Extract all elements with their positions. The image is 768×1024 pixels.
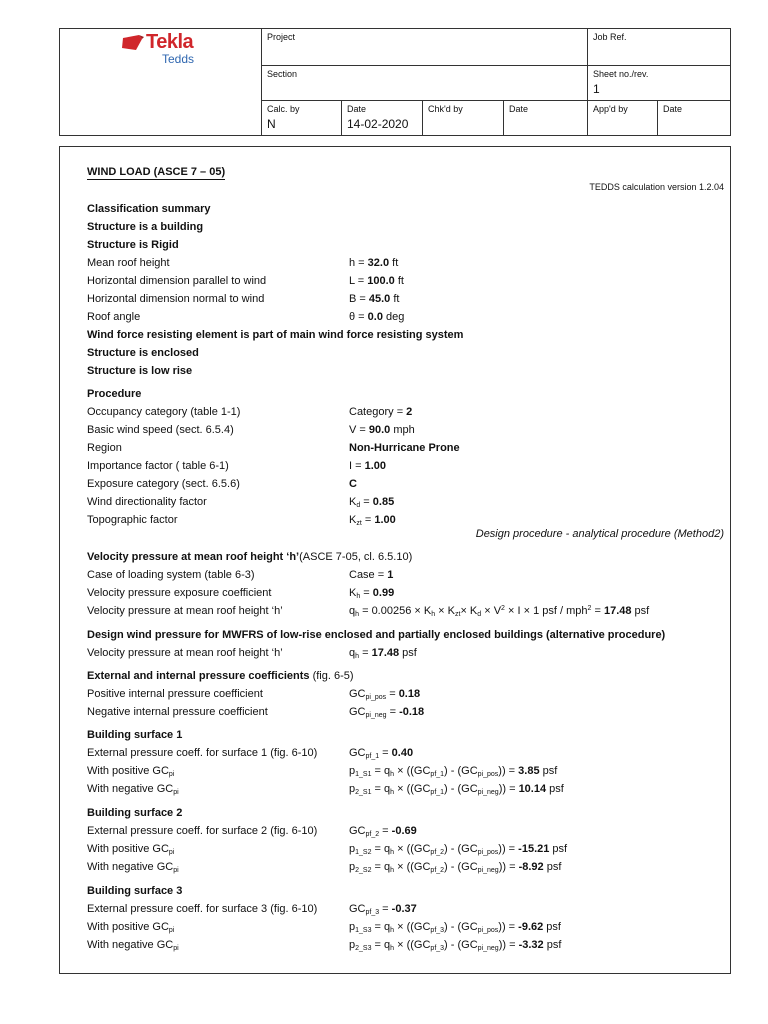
logo-subtext: Tedds	[162, 52, 195, 66]
project-label: Project	[267, 32, 296, 42]
surface-heading: Building surface 1	[87, 729, 183, 741]
surface-p2-value: $p_{2\_S3} = q_h \times ((GC_{pf\_3}) - (GC_{pi\_neg})) = -3.32$ psf	[349, 939, 562, 952]
with-positive-label: With positive $GC_{pi}$	[87, 921, 175, 934]
mwfrs-statement: Wind force resisting element is part of main wind force resisting system	[87, 329, 464, 341]
row-value: L = 100.0 ft	[349, 275, 404, 287]
date3-label: Date	[663, 104, 683, 114]
row-label: Horizontal dimension parallel to wind	[87, 275, 267, 287]
calculation-body	[59, 146, 731, 974]
project-cell	[261, 29, 587, 66]
topographic-label: Topographic factor	[87, 514, 178, 526]
surface-p2-value: $p_{2\_S1} = q_h \times ((GC_{pf\_1}) - (GC_{pi\_neg})) = 10.14$ psf	[349, 783, 564, 796]
classification-heading: Classification summary	[87, 203, 211, 215]
pos-coeff-label: Positive internal pressure coefficient	[87, 688, 263, 700]
tekla-logo	[120, 31, 260, 71]
neg-coeff-label: Negative internal pressure coefficient	[87, 706, 268, 718]
sheet-value: 1	[593, 82, 600, 96]
surface-ext-label: External pressure coeff. for surface 1 (fig. 6-10)	[87, 747, 318, 759]
building-statement: Structure is a building	[87, 221, 204, 233]
importance-value: I = 1.00	[349, 460, 387, 472]
surface-p1-value: $p_{1\_S3} = q_h \times ((GC_{pf\_3}) - (GC_{pi\_pos})) = -9.62$ psf	[349, 921, 561, 934]
surface-ext-label: External pressure coeff. for surface 3 (fig. 6-10)	[87, 903, 318, 915]
row-label: Roof angle	[87, 311, 141, 323]
surface-ext-value: $GC_{pf\_1} = 0.40$	[349, 747, 414, 760]
region-label: Region	[87, 442, 122, 454]
procedure-heading: Procedure	[87, 388, 142, 400]
with-negative-label: With negative $GC_{pi}$	[87, 783, 179, 796]
exposure-label: Exposure category (sect. 6.5.6)	[87, 478, 240, 490]
occupancy-value: Category = 2	[349, 406, 413, 418]
wind-speed-value: V = 90.0 mph	[349, 424, 415, 436]
directionality-value: $K_d = 0.85$	[349, 496, 395, 509]
version-text: TEDDS calculation version 1.2.04	[589, 182, 724, 192]
header-table	[59, 28, 731, 136]
with-negative-label: With negative $GC_{pi}$	[87, 861, 179, 874]
design-qh-value: $q_h = 17.48$ psf	[349, 647, 417, 660]
calcby-value: N	[267, 117, 276, 131]
appd-label: App'd by	[593, 104, 628, 114]
design-heading: Design wind pressure for MWFRS of low-rise enclosed and partially enclosed buildings (alternative procedure)	[87, 629, 666, 641]
topographic-value: $K_{zt} = 1.00$	[349, 514, 396, 527]
date-value: 14-02-2020	[347, 117, 409, 131]
loading-case-value: Case = 1	[349, 569, 394, 581]
surface-ext-value: $GC_{pf\_3} = -0.37$	[349, 903, 417, 916]
appd-cell	[587, 101, 657, 135]
surface-p1-value: $p_{1\_S1} = q_h \times ((GC_{pf\_1}) - (GC_{pi\_pos})) = 3.85$ psf	[349, 765, 558, 778]
loading-case-label: Case of loading system (table 6-3)	[87, 569, 255, 581]
qh-label: Velocity pressure at mean roof height ‘h’	[87, 605, 283, 617]
sheet-cell	[587, 66, 730, 101]
region-value: Non-Hurricane Prone	[349, 442, 460, 454]
chkd-cell	[422, 101, 503, 135]
neg-coeff-value: $GC_{pi\_neg} = -0.18$	[349, 706, 425, 719]
section-label: Section	[267, 69, 298, 79]
lowrise-statement: Structure is low rise	[87, 365, 193, 377]
doc-title: WIND LOAD (ASCE 7 – 05)	[87, 166, 226, 178]
date-label: Date	[347, 104, 367, 114]
wind-speed-label: Basic wind speed (sect. 6.5.4)	[87, 424, 234, 436]
pos-coeff-value: $GC_{pi\_pos} = 0.18$	[349, 688, 421, 701]
calcby-label: Calc. by	[267, 104, 300, 114]
surface-p2-value: $p_{2\_S2} = q_h \times ((GC_{pf\_2}) - (GC_{pi\_neg})) = -8.92$ psf	[349, 861, 562, 874]
row-label: Horizontal dimension normal to wind	[87, 293, 265, 305]
with-negative-label: With negative $GC_{pi}$	[87, 939, 179, 952]
with-positive-label: With positive $GC_{pi}$	[87, 843, 175, 856]
with-positive-label: With positive $GC_{pi}$	[87, 765, 175, 778]
section-cell	[261, 66, 587, 101]
date2-label: Date	[509, 104, 529, 114]
qh-formula: $q_h = 0.00256 \times K_h \times K_{zt}\times K_d \times V^2 \times I \times 1$ psf / mph$^2$ = 17.48 psf	[349, 605, 650, 618]
row-value: θ = 0.0 deg	[349, 311, 405, 323]
design-qh-label: Velocity pressure at mean roof height ‘h’	[87, 647, 283, 659]
chkd-label: Chk'd by	[428, 104, 463, 114]
importance-label: Importance factor ( table 6-1)	[87, 460, 229, 472]
exposure-value: C	[349, 478, 357, 490]
velocity-heading: Velocity pressure at mean roof height ‘h’(ASCE 7-05, cl. 6.5.10)	[87, 551, 413, 563]
enclosed-statement: Structure is enclosed	[87, 347, 199, 359]
kh-label: Velocity pressure exposure coefficient	[87, 587, 272, 599]
jobref-label: Job Ref.	[593, 32, 627, 42]
procedure-note: Design procedure - analytical procedure (Method2)	[475, 528, 724, 540]
surface-ext-value: $GC_{pf\_2} = -0.69$	[349, 825, 417, 838]
surface-ext-label: External pressure coeff. for surface 2 (fig. 6-10)	[87, 825, 318, 837]
tekla-logo-icon	[120, 34, 144, 52]
coeffs-heading: External and internal pressure coefficients (fig. 6-5)	[87, 670, 354, 682]
occupancy-label: Occupancy category (table 1-1)	[87, 406, 241, 418]
row-value: B = 45.0 ft	[349, 293, 400, 305]
directionality-label: Wind directionality factor	[87, 496, 207, 508]
calcby-cell	[261, 101, 341, 135]
surface-p1-value: $p_{1\_S2} = q_h \times ((GC_{pf\_2}) - (GC_{pi\_pos})) = -15.21$ psf	[349, 843, 568, 856]
surface-heading: Building surface 2	[87, 807, 183, 819]
surface-heading: Building surface 3	[87, 885, 183, 897]
row-label: Mean roof height	[87, 257, 170, 269]
logo-text: Tekla	[146, 31, 194, 53]
date2-cell	[503, 101, 587, 135]
kh-value: $K_h = 0.99$	[349, 587, 395, 600]
row-value: h = 32.0 ft	[349, 257, 399, 269]
rigid-statement: Structure is Rigid	[87, 239, 179, 251]
date-cell	[341, 101, 422, 135]
date3-cell	[657, 101, 730, 135]
sheet-label: Sheet no./rev.	[593, 69, 649, 79]
jobref-cell	[587, 29, 730, 66]
